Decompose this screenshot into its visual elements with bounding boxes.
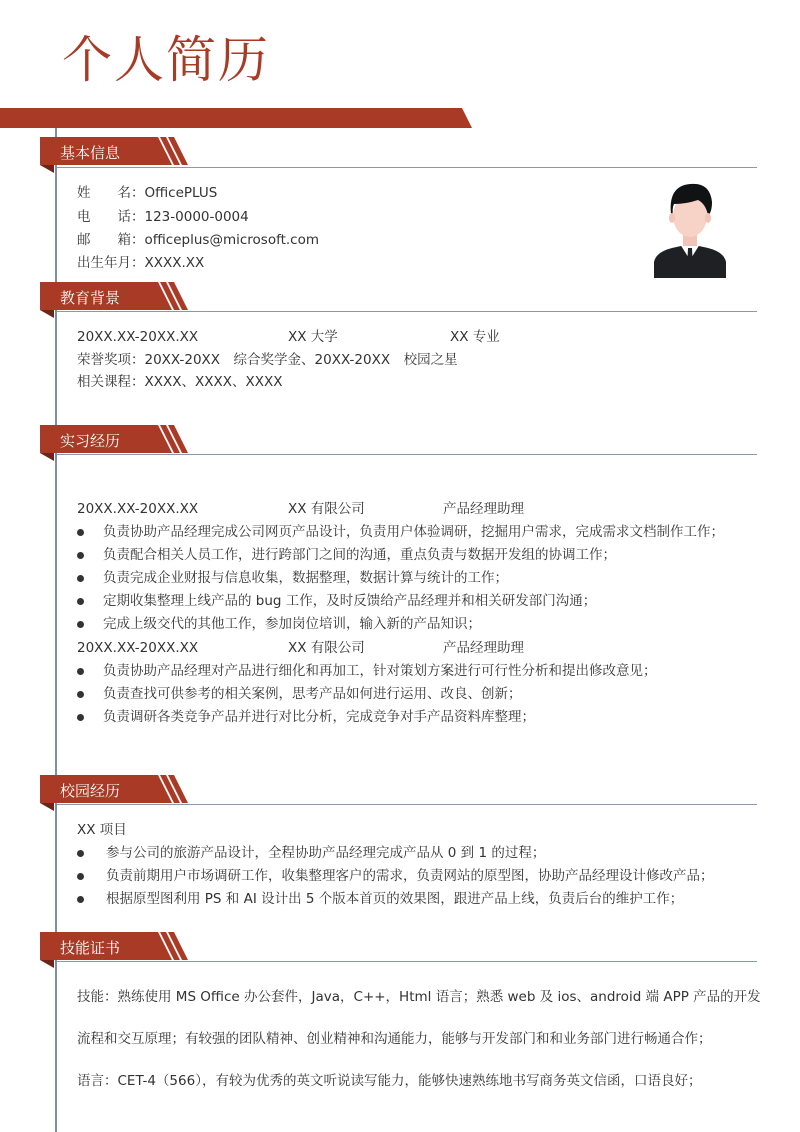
section-header-education (40, 282, 190, 314)
phone-label: 电 话： (77, 209, 145, 225)
top-accent-bar (0, 108, 472, 128)
phone-value: 123-0000-0004 (144, 209, 249, 225)
name-value: OfficePLUS (144, 185, 218, 201)
list-item (103, 545, 616, 565)
section-title: 技能证书 (60, 939, 121, 957)
list-item-text: 负责查找可供参考的相关案例，思考产品如何进行运用、改良、创新； (103, 686, 522, 702)
edu-period: 20XX.XX-20XX.XX (77, 329, 199, 345)
section-divider (57, 804, 757, 805)
list-item (106, 889, 683, 909)
list-item-text: 负责协助产品经理完成公司网页产品设计，负责用户体验调研，挖掘用户需求，完成需求文档制作工作； (103, 524, 724, 540)
bullet-dot (77, 850, 84, 857)
name-label: 姓 名： (77, 185, 145, 201)
list-item (103, 522, 724, 542)
list-item (103, 591, 596, 611)
list-item (106, 843, 545, 863)
section-divider (57, 961, 757, 962)
bullet-dot (77, 896, 84, 903)
intern-role: 产品经理助理 (443, 501, 524, 517)
bullet-dot (77, 598, 84, 605)
birth-value: XXXX.XX (144, 255, 205, 271)
campus-project: XX 项目 (77, 822, 127, 838)
section-header-basic (40, 137, 190, 169)
skills-line: 流程和交互原理；有较强的团队精神、创业精神和沟通能力，能够与开发部门和和业务部门进行畅通合作； (77, 1031, 712, 1047)
section-header-internship (40, 425, 190, 457)
list-item (103, 568, 508, 588)
intern-period: 20XX.XX-20XX.XX (77, 501, 199, 517)
email-label: 邮 箱： (77, 232, 145, 248)
edu-courses: 相关课程：XXXX、XXXX、XXXX (77, 374, 283, 390)
edu-honors: 荣誉奖项：20XX-20XX 综合奖学金、20XX-20XX 校园之星 (77, 352, 458, 368)
intern-company: XX 有限公司 (288, 501, 365, 517)
intern-company: XX 有限公司 (288, 640, 365, 656)
section-divider (57, 311, 757, 312)
edu-major: XX 专业 (450, 329, 500, 345)
section-divider (57, 454, 757, 455)
email-row (77, 230, 319, 250)
list-item-text: 完成上级交代的其他工作，参加岗位培训，输入新的产品知识； (103, 616, 481, 632)
bullet-dot (77, 575, 84, 582)
bullet-dot (77, 668, 84, 675)
section-title: 教育背景 (60, 289, 121, 307)
name-row (77, 183, 217, 203)
section-title: 校园经历 (60, 782, 121, 800)
section-title: 基本信息 (60, 144, 121, 162)
list-item (103, 661, 657, 681)
list-item-text: 负责前期用户市场调研工作，收集整理客户的需求，负责网站的原型图，协助产品经理设计修改产品； (106, 868, 714, 884)
bullet-dot (77, 714, 84, 721)
section-divider (57, 167, 757, 168)
list-item-text: 负责调研各类竞争产品并进行对比分析，完成竞争对手产品资料库整理； (103, 709, 535, 725)
list-item-text: 定期收集整理上线产品的 bug 工作，及时反馈给产品经理并和相关研发部门沟通； (103, 593, 597, 609)
bullet-dot (77, 691, 84, 698)
timeline-line (55, 128, 57, 1132)
list-item-text: 参与公司的旅游产品设计，全程协助产品经理完成产品从 0 到 1 的过程； (106, 845, 546, 861)
list-item (103, 707, 535, 727)
bullet-dot (77, 873, 84, 880)
list-item-text: 负责协助产品经理对产品进行细化和再加工，针对策划方案进行可行性分析和提出修改意见； (103, 663, 657, 679)
edu-school: XX 大学 (288, 329, 338, 345)
intern-role: 产品经理助理 (443, 640, 524, 656)
section-title: 实习经历 (60, 432, 121, 450)
list-item-text: 根据原型图利用 PS 和 AI 设计出 5 个版本首页的效果图，跟进产品上线，负责后台的维护工作； (106, 891, 684, 907)
bullet-dot (77, 621, 84, 628)
list-item (106, 866, 714, 886)
intern-period: 20XX.XX-20XX.XX (77, 640, 199, 656)
bullet-dot (77, 529, 84, 536)
section-header-campus (40, 775, 190, 807)
resume-title: 个人简历 (62, 31, 270, 89)
phone-row (77, 207, 249, 227)
bullet-dot (77, 552, 84, 559)
birth-label: 出生年月： (77, 255, 145, 271)
email-value: officeplus@microsoft.com (144, 232, 320, 248)
list-item-text: 负责完成企业财报与信息收集，数据整理，数据计算与统计的工作； (103, 570, 508, 586)
list-item (103, 684, 522, 704)
section-header-skills (40, 932, 190, 964)
skills-line: 语言：CET-4（566），有较为优秀的英文听说读写能力，能够快速熟练地书写商务英文信函，口语良好； (77, 1073, 702, 1089)
birth-row (77, 253, 204, 273)
list-item (103, 614, 481, 634)
skills-line: 技能：熟练使用 MS Office 办公套件，Java，C++，Html 语言；熟悉 web 及 ios、android 端 APP 产品的开发 (77, 989, 761, 1005)
person-avatar-icon (650, 178, 730, 278)
list-item-text: 负责配合相关人员工作，进行跨部门之间的沟通，重点负责与数据开发组的协调工作； (103, 547, 616, 563)
